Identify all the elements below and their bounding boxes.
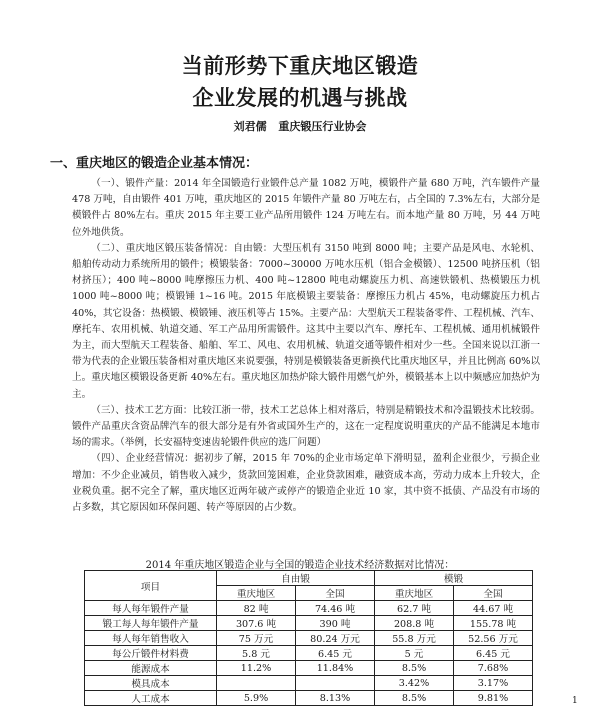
sub-header: 重庆地区: [375, 586, 454, 601]
byline: [0, 118, 600, 134]
row-label: 每人每年锻件产量: [85, 601, 217, 616]
table-cell: 8.5%: [375, 691, 454, 706]
group-header-die-forging: 模锻: [375, 571, 533, 586]
table-cell: 6.45 元: [296, 646, 375, 661]
table-cell: 7.68%: [454, 661, 533, 676]
table-row: [85, 676, 533, 691]
table-cell: 5 元: [375, 646, 454, 661]
table-cell: 80.24 万元: [296, 631, 375, 646]
table-row: [85, 646, 533, 661]
table-row: [85, 616, 533, 631]
row-label: 模具成本: [85, 676, 217, 691]
sub-header: 重庆地区: [217, 586, 296, 601]
paragraph: （四）、企业经营情况：据初步了解，2015 年 70%的企业市场定单下滑明显，盈利企业很少，亏损企业增加：不少企业减员，销售收入减少，货款回笼困难，企业贷款困难，融资成本高，劳动力成本上升较大，企业税负重。据不完全了解，重庆地区近两年破产或停产的锻造企业近 10 家，其中资不抵债、产品没有市场的占多数，其它原因如环保问题、转产等原因的占少数。: [72, 453, 540, 514]
author-organization: 重庆锻压行业协会: [278, 120, 367, 133]
sub-header: 全国: [296, 586, 375, 601]
table-caption: 2014 年重庆地区锻造企业与全国的锻造企业技术经济数据对比情况：: [145, 560, 455, 571]
sub-header: 全国: [454, 586, 533, 601]
table-cell: 82 吨: [217, 601, 296, 616]
table-cell: [217, 676, 296, 691]
table-row: [85, 601, 533, 616]
table-row: [85, 661, 533, 676]
table-cell: 11.2%: [217, 661, 296, 676]
section-heading: 一、重庆地区的锻造企业基本情况：: [50, 156, 259, 171]
table-cell: 5.8 元: [217, 646, 296, 661]
paragraph: （三）、技术工艺方面：比较江浙一带，技术工艺总体上相对落后，特别是精锻技术和冷温锻技术比较弱。锻件产品重庆含资品牌汽车的很大部分是有外省或国外生产的，这在一定程度说明重庆的产品不能满足本地市场的需求。（举例，长安福特变速齿轮锻件供应的选厂问题）: [72, 404, 540, 449]
item-header: 项目: [85, 571, 217, 601]
table-cell: 3.17%: [454, 676, 533, 691]
table-cell: 155.78 吨: [454, 616, 533, 631]
table-cell: 52.56 万元: [454, 631, 533, 646]
row-label: 每公斤锻件材料费: [85, 646, 217, 661]
title-line-2: 企业发展的机遇与挑战: [192, 86, 408, 110]
table-cell: [296, 676, 375, 691]
comparison-table: [84, 570, 533, 706]
row-label: 能源成本: [85, 661, 217, 676]
table-cell: 390 吨: [296, 616, 375, 631]
row-label: 每人每年销售收入: [85, 631, 217, 646]
table-cell: 8.13%: [296, 691, 375, 706]
row-label: 锻工每人每年锻件产量: [85, 616, 217, 631]
table-cell: 75 万元: [217, 631, 296, 646]
row-label: 人工成本: [85, 691, 217, 706]
table-cell: 6.45 元: [454, 646, 533, 661]
table-cell: 3.42%: [375, 676, 454, 691]
table-cell: 307.6 吨: [217, 616, 296, 631]
table-row: [85, 691, 533, 706]
table-cell: 55.8 万元: [375, 631, 454, 646]
paragraph: （二）、重庆地区锻压装备情况：自由锻：大型压机有 3150 吨到 8000 吨；主要产品是风电、水轮机、船舶传动动力系统所用的锻件；模锻装备：7000~30000 万吨水压机（铝合金模锻）、12500 吨挤压机（铝材挤压）；400 吨~8000 吨摩擦压力机、400 吨~12800 吨电动螺旋压力机、高速铁锻机、热模锻压力机 1000 吨~8000 吨；模锻锤 1~16 吨。2015 年底模锻主要装备：摩擦压力机占 45%，电动螺旋压力机占 40%，其它设备：热模锻、模锻锤、液压机等占 15%。主要产品：大型航天工程装备零件、工程机械、汽车、摩托车、农用机械、轨道交通、军工产品用所需锻件。这其中主要以汽车、摩托车、工程机械、通用机械锻件为主，而大型航天工程装备、船舶、军工、风电、农用机械、轨道交通等锻件相对少一些。全国来说以江浙一带为代表的企业锻压装备相对重庆地区来说要强，特别是模锻装备更新换代比重庆地区早，并且比例高 60%以上。重庆地区模锻设备更新 40%左右。重庆地区加热炉除大锻件用燃气炉外，模锻基本上以中频感应加热炉为主。: [72, 242, 540, 400]
paragraph: （一）、锻件产量：2014 年全国锻造行业锻件总产量 1082 万吨，模锻件产量 680 万吨，汽车锻件产量 478 万吨，自由锻件 401 万吨，重庆地区的 2015 年锻件产量 80 万吨左右，占全国的 7.3%左右，大部分是模锻件占 80%左右。重庆 2015 年主要工业产品所用锻件 124 万吨左右。而本地产量 80 万吨，另 44 万吨位外地供货。: [72, 178, 540, 238]
author-name: 刘君儒: [233, 120, 267, 133]
table-cell: 11.84%: [296, 661, 375, 676]
group-header-free-forging: 自由锻: [217, 571, 375, 586]
table-cell: 5.9%: [217, 691, 296, 706]
table-cell: 44.67 吨: [454, 601, 533, 616]
page-number: 1: [572, 696, 578, 706]
title-line-1: 当前形势下重庆地区锻造: [181, 54, 419, 78]
table-cell: 74.46 吨: [296, 601, 375, 616]
table-cell: 8.5%: [375, 661, 454, 676]
table-row: [85, 631, 533, 646]
table-header-row: [85, 571, 533, 586]
table-cell: 208.8 吨: [375, 616, 454, 631]
body-text: [72, 176, 540, 516]
table-cell: 62.7 吨: [375, 601, 454, 616]
table-cell: 9.81%: [454, 691, 533, 706]
